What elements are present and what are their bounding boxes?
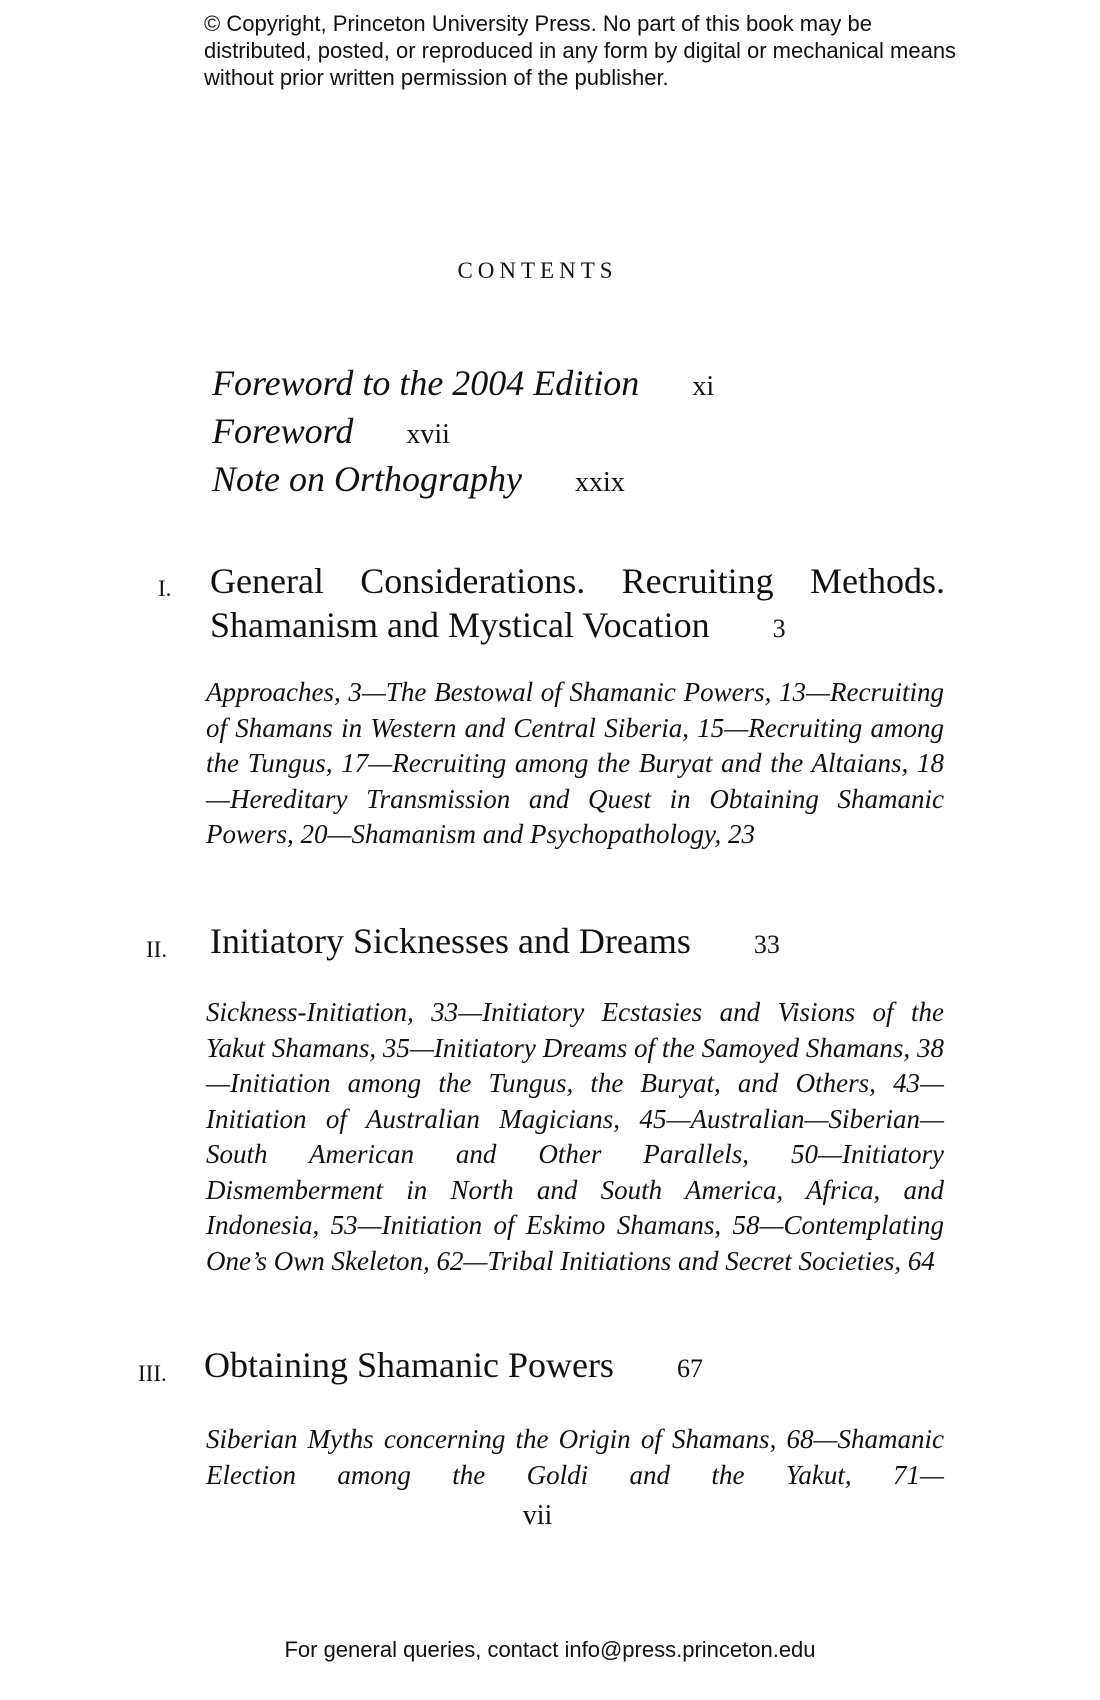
chapter-page: 3	[772, 614, 786, 643]
front-matter-entry	[212, 410, 450, 452]
chapter-page: 67	[676, 1354, 703, 1383]
front-matter-entry	[212, 458, 625, 500]
chapter-page: 33	[753, 930, 780, 959]
front-matter-entry	[212, 362, 714, 404]
chapter-title	[204, 1344, 703, 1386]
chapter-description: Sickness-Initiation, 33—Initiatory Ecstasies and Visions of the Yakut Shamans, 35—Initiatory Dreams of the Samoyed Shamans, 38—Initiation among the Tungus, the Buryat, and Others, 43—Initiation of Australian Magicians, 45—Australian—Siberian—South American and Other Parallels, 50—Initiatory Dismemberment in North and South America, Africa, and Indonesia, 53—Initiation of Eskimo Shamans, 58—Contemplating One’s Own Skeleton, 62—Tribal Initiations and Secret Societies, 64	[206, 997, 944, 1276]
entry-page: xxix	[575, 467, 625, 498]
entry-page: xi	[692, 371, 715, 402]
chapter-title-line: General Considerations. Recruiting Methods.	[210, 561, 945, 601]
chapter-number: III.	[138, 1361, 167, 1386]
entry-title: Note on Orthography	[212, 459, 522, 499]
chapter-title-text: Obtaining Shamanic Powers	[204, 1345, 614, 1385]
page-number: vii	[522, 1500, 553, 1531]
entry-title: Foreword	[212, 411, 354, 451]
chapter-title	[210, 920, 780, 962]
chapter-description: Siberian Myths concerning the Origin of Shamans, 68—Shamanic Election among the Goldi and the Yakut, 71—	[206, 1424, 944, 1490]
contents-heading: CONTENTS	[457, 258, 618, 283]
chapter-description: Approaches, 3—The Bestowal of Shamanic Powers, 13—Recruiting of Shamans in Western and Central Siberia, 15—Recruiting among the Tungus, 17—Recruiting among the Buryat and the Altaians, 18—Hereditary Transmission and Quest in Obtaining Shamanic Powers, 20—Shamanism and Psychopathology, 23	[206, 677, 944, 849]
chapter-title-text: Initiatory Sicknesses and Dreams	[210, 921, 691, 961]
entry-title: Foreword to the 2004 Edition	[212, 363, 640, 403]
chapter-number: I.	[158, 576, 172, 601]
footer-contact: For general queries, contact info@press.princeton.edu	[284, 1637, 816, 1662]
copyright-notice: © Copyright, Princeton University Press. No part of this book may be distributed, posted, or reproduced in any form by digital or mechanical means without prior written permission of the publisher.	[204, 11, 957, 90]
chapter-title-line	[210, 604, 945, 646]
entry-page: xvii	[406, 419, 450, 450]
chapter-title	[210, 560, 945, 646]
chapter-number: II.	[146, 937, 168, 962]
chapter-title-text: Shamanism and Mystical Vocation	[210, 605, 710, 645]
